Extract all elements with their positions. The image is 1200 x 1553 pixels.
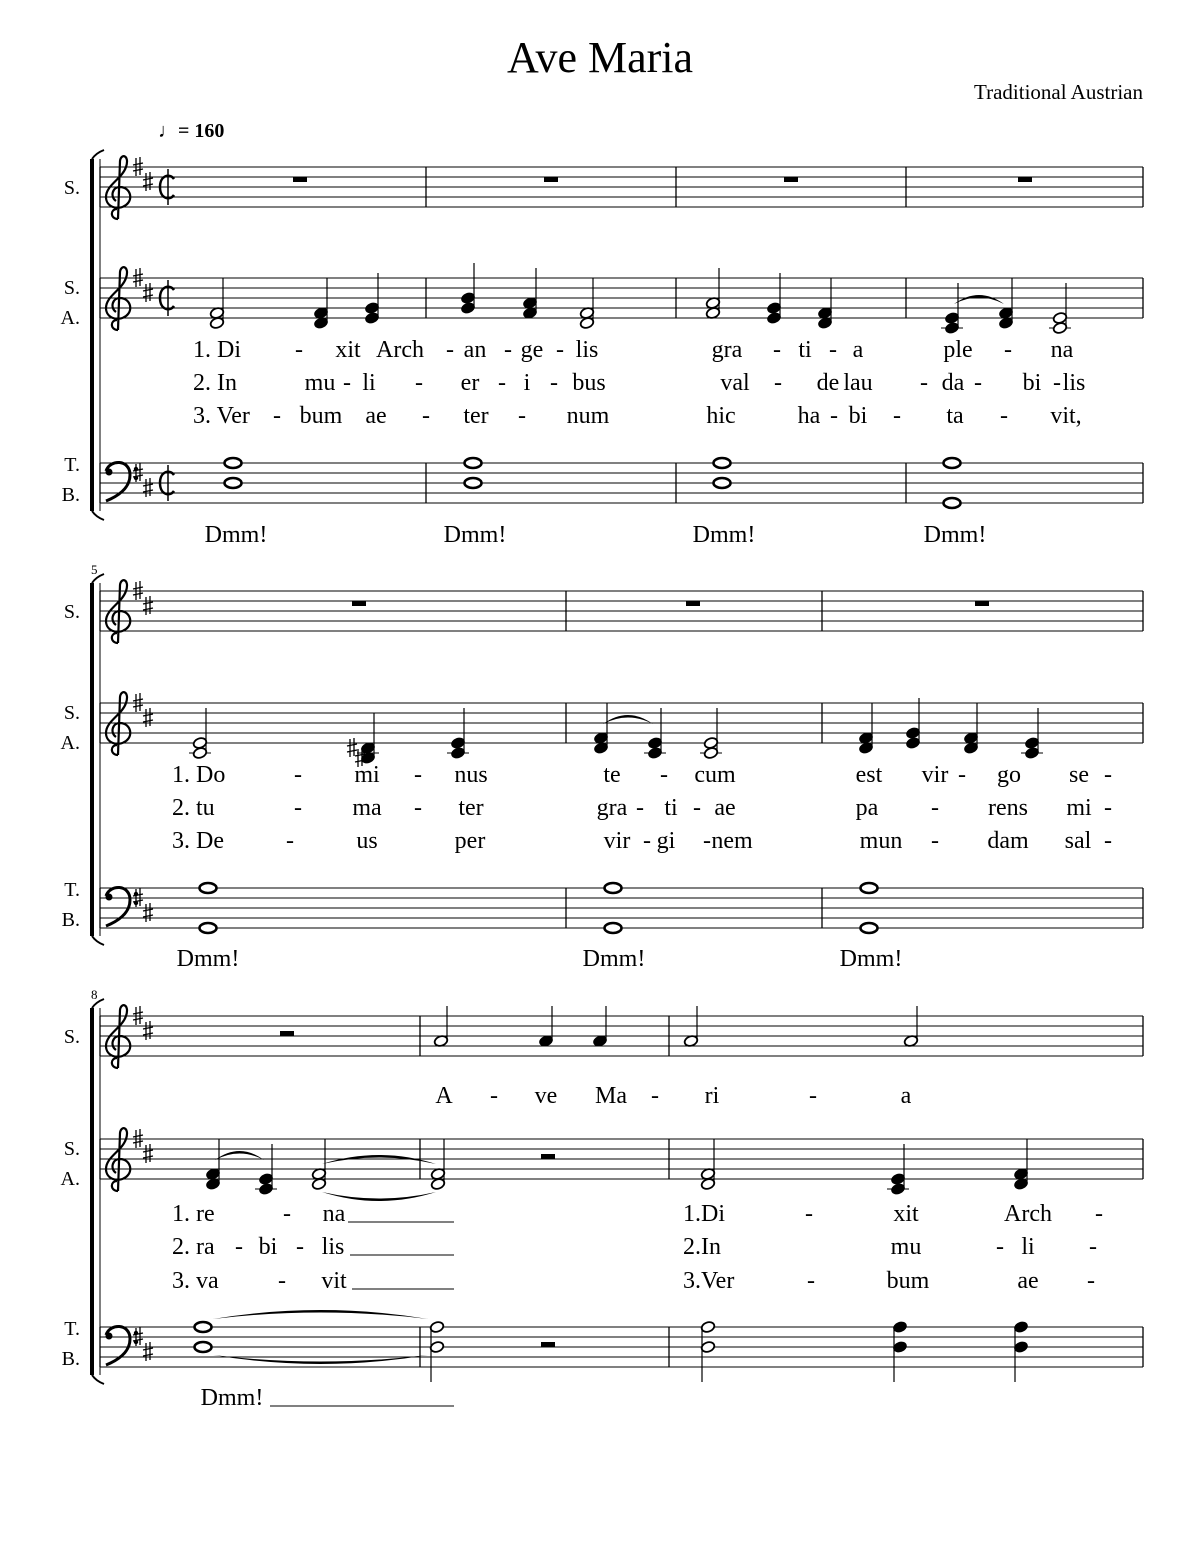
lyric-syllable: -	[1104, 828, 1112, 854]
whole-rest	[975, 601, 989, 606]
whole-rest	[544, 177, 558, 182]
lyric-syllable: nus	[454, 762, 488, 788]
lyric-syllable: -	[1089, 1234, 1097, 1260]
composer-credit: Traditional Austrian	[974, 80, 1143, 104]
sharp-icon	[143, 1342, 153, 1361]
lyric-syllable: -	[294, 795, 302, 821]
lyric-syllable: a	[852, 337, 864, 363]
measure-number: 5	[91, 562, 98, 577]
whole-notehead	[861, 923, 878, 933]
tie-slur	[954, 295, 1004, 304]
quarter-notehead	[258, 1182, 273, 1195]
lyric-syllable: vit	[321, 1268, 347, 1294]
quarter-notehead	[892, 1320, 907, 1333]
whole-notehead	[195, 1342, 212, 1352]
lyric-syllable: vit,	[1050, 403, 1082, 429]
lyric-syllable: xit	[893, 1201, 919, 1227]
lyric-syllable: -	[343, 370, 351, 396]
quarter-notehead	[890, 1172, 905, 1185]
lyric-syllable: -	[974, 370, 982, 396]
lyric-syllable: ter	[463, 403, 489, 429]
whole-notehead	[944, 498, 961, 508]
lyric-syllable: -	[931, 795, 939, 821]
lyric-syllable: 1. re	[172, 1201, 215, 1227]
lyric-syllable: Dmm!	[204, 522, 268, 548]
tie-slur	[322, 1192, 436, 1201]
half-notehead	[429, 1340, 444, 1353]
lyric-syllable: rens	[988, 795, 1028, 821]
system-2-choir	[172, 698, 1112, 854]
lyric-syllable: -	[296, 1234, 304, 1260]
quarter-notehead	[944, 321, 959, 334]
treble-clef-icon	[106, 267, 130, 330]
lyric-syllable: num	[566, 403, 610, 429]
lyric-syllable: Ma	[595, 1083, 627, 1109]
lyric-syllable: -	[920, 370, 928, 396]
lyric-syllable: bi	[848, 403, 868, 429]
lyric-syllable: Dmm!	[692, 522, 756, 548]
lyric-syllable: -	[773, 337, 781, 363]
quarter-notehead	[905, 726, 920, 739]
lyric-syllable: sal	[1064, 828, 1092, 854]
lyric-syllable: 1.Di	[683, 1201, 725, 1227]
part-label: B.	[61, 1348, 80, 1370]
quarter-notehead	[766, 301, 781, 314]
lyric-syllable: -	[1004, 337, 1012, 363]
lyric-syllable: i	[523, 370, 531, 396]
score-title: Ave Maria	[506, 33, 694, 82]
quarter-notehead	[892, 1340, 907, 1353]
whole-notehead	[195, 1322, 212, 1332]
quarter-notehead	[450, 736, 465, 749]
sharp-icon	[143, 596, 153, 615]
sharp-icon	[143, 172, 153, 191]
lyric-syllable: na	[1050, 337, 1074, 363]
lyric-syllable: lau	[843, 370, 873, 396]
lyric-syllable: -	[235, 1234, 243, 1260]
sharp-icon	[143, 1021, 153, 1040]
lyric-syllable: -	[446, 337, 454, 363]
quarter-notehead	[364, 301, 379, 314]
lyric-syllable: mi	[1066, 795, 1092, 821]
lyric-syllable: ha	[797, 403, 821, 429]
lyric-syllable: lis	[575, 337, 599, 363]
quarter-notehead	[460, 301, 475, 314]
lyric-syllable: 2. In	[193, 370, 237, 396]
sharp-icon	[143, 903, 153, 922]
sharp-icon	[143, 478, 153, 497]
quarter-notehead	[450, 746, 465, 759]
lyric-syllable: -	[278, 1268, 286, 1294]
lyric-syllable: bi	[258, 1234, 278, 1260]
lyric-syllable: pa	[855, 795, 879, 821]
whole-notehead	[714, 458, 731, 468]
part-label: S.	[63, 277, 80, 299]
part-label: A.	[60, 307, 80, 329]
lyric-syllable: 1. Di	[193, 337, 241, 363]
lyric-syllable: -	[958, 762, 966, 788]
lyric-syllable: 1. Do	[172, 762, 226, 788]
half-notehead	[429, 1320, 444, 1333]
bass-clef-icon	[106, 1326, 130, 1365]
lyric-syllable: per	[454, 828, 486, 854]
lyric-syllable: ti	[798, 337, 812, 363]
lyric-syllable: Dmm!	[923, 522, 987, 548]
lyric-syllable: bi	[1022, 370, 1042, 396]
lyric-syllable: 3. De	[172, 828, 224, 854]
half-rest	[280, 1031, 294, 1036]
lyric-syllable: te	[603, 762, 621, 788]
lyric-syllable: -	[651, 1083, 659, 1109]
quarter-notehead	[647, 746, 662, 759]
whole-notehead	[605, 883, 622, 893]
lyric-syllable: -	[1087, 1268, 1095, 1294]
lyric-syllable: -	[996, 1234, 1004, 1260]
lyric-syllable: -	[774, 370, 782, 396]
half-rest	[541, 1154, 555, 1159]
whole-notehead	[200, 923, 217, 933]
part-label: A.	[60, 732, 80, 754]
whole-notehead	[465, 458, 482, 468]
lyric-syllable: -	[805, 1201, 813, 1227]
lyric-syllable: Arch	[376, 337, 424, 363]
lyric-syllable: go	[997, 762, 1021, 788]
lyric-syllable: -	[893, 403, 901, 429]
lyric-syllable: Dmm!	[839, 946, 903, 972]
system-3-parts	[172, 1006, 1103, 1406]
sharp-icon	[143, 708, 153, 727]
lyric-syllable: Dmm!	[176, 946, 240, 972]
half-notehead	[1052, 321, 1067, 334]
lyric-syllable: mu	[304, 370, 336, 396]
lyric-syllable: -	[643, 828, 651, 854]
whole-notehead	[861, 883, 878, 893]
lyric-syllable: -	[414, 762, 422, 788]
lyric-syllable: -	[1104, 762, 1112, 788]
lyric-syllable: dam	[987, 828, 1029, 854]
lyric-syllable: li	[1021, 1234, 1035, 1260]
lyric-syllable: ae	[365, 403, 387, 429]
half-notehead	[192, 746, 207, 759]
treble-clef-icon	[106, 1005, 130, 1068]
lyric-syllable: ae	[1017, 1268, 1039, 1294]
lyric-syllable: Dmm!	[200, 1385, 264, 1411]
lyric-syllable: bus	[572, 370, 606, 396]
lyric-syllable: -	[829, 337, 837, 363]
quarter-notehead	[944, 311, 959, 324]
part-label: S.	[63, 601, 80, 623]
part-label: T.	[64, 1318, 80, 1340]
part-label: S.	[63, 177, 80, 199]
treble-clef-icon	[106, 156, 130, 219]
lyric-syllable: er	[460, 370, 480, 396]
whole-rest	[686, 601, 700, 606]
lyric-syllable: -	[1000, 403, 1008, 429]
lyric-syllable: -	[273, 403, 281, 429]
lyric-syllable: 3. va	[172, 1268, 219, 1294]
part-label: T.	[64, 454, 80, 476]
lyric-syllable: se	[1069, 762, 1089, 788]
lyric-syllable: hic	[706, 403, 736, 429]
lyric-syllable: an	[463, 337, 487, 363]
lyric-syllable: li	[362, 370, 376, 396]
quarter-notehead	[1013, 1320, 1028, 1333]
whole-notehead	[200, 883, 217, 893]
quarter-notehead	[890, 1182, 905, 1195]
part-label: S.	[63, 702, 80, 724]
sharp-icon	[143, 283, 153, 302]
lyric-syllable: gra	[711, 337, 743, 363]
part-label: T.	[64, 879, 80, 901]
bass-clef-icon	[106, 887, 130, 926]
lyric-syllable: na	[322, 1201, 346, 1227]
lyric-syllable: -	[931, 828, 939, 854]
lyric-syllable: mi	[354, 762, 380, 788]
lyric-syllable: 3. Ver	[193, 403, 250, 429]
part-label: S.	[63, 1026, 80, 1048]
tempo-marking	[158, 120, 224, 142]
whole-notehead	[225, 458, 242, 468]
lyric-syllable: -	[294, 762, 302, 788]
lyric-syllable: Arch	[1004, 1201, 1052, 1227]
lyric-syllable: -	[809, 1083, 817, 1109]
lyric-syllable: ti	[664, 795, 678, 821]
quarter-notehead	[1024, 746, 1039, 759]
whole-notehead	[944, 458, 961, 468]
lyric-syllable: 2.In	[683, 1234, 721, 1260]
lyric-syllable: -	[414, 795, 422, 821]
lyric-syllable: -	[556, 337, 564, 363]
lyric-syllable: gi	[656, 828, 676, 854]
whole-notehead	[225, 478, 242, 488]
whole-rest	[1018, 177, 1032, 182]
whole-notehead	[714, 478, 731, 488]
quarter-notehead	[364, 311, 379, 324]
lyric-syllable: -	[660, 762, 668, 788]
lyric-syllable: -	[1104, 795, 1112, 821]
whole-rest	[293, 177, 307, 182]
lyric-syllable: -	[504, 337, 512, 363]
half-notehead	[700, 1320, 715, 1333]
lyric-syllable: ter	[458, 795, 484, 821]
lyric-syllable: -	[286, 828, 294, 854]
lyric-syllable: cum	[694, 762, 736, 788]
lyric-syllable: xit	[335, 337, 361, 363]
lyric-syllable: -	[807, 1268, 815, 1294]
lyric-syllable: -	[703, 828, 711, 854]
lyric-syllable: 2. ra	[172, 1234, 215, 1260]
part-label: A.	[60, 1168, 80, 1190]
half-notehead	[703, 746, 718, 759]
lyric-syllable: a	[900, 1083, 912, 1109]
lyric-syllable: lis	[321, 1234, 345, 1260]
quarter-note-icon: ♩	[158, 120, 178, 142]
lyric-syllable: de	[816, 370, 840, 396]
lyric-syllable: lis	[1062, 370, 1086, 396]
lyric-syllable: -	[1095, 1201, 1103, 1227]
lyric-syllable: -	[295, 337, 303, 363]
lyric-syllable: ae	[714, 795, 736, 821]
lyric-syllable: nem	[711, 828, 753, 854]
half-notehead	[700, 1340, 715, 1353]
lyric-syllable: bum	[299, 403, 343, 429]
whole-rest	[352, 601, 366, 606]
lyric-syllable: -	[415, 370, 423, 396]
lyric-syllable: ple	[943, 337, 973, 363]
part-label: S.	[63, 1138, 80, 1160]
lyric-syllable: ge	[520, 337, 544, 363]
lyric-syllable: gra	[596, 795, 628, 821]
bass-clef-dot	[106, 1333, 113, 1340]
lyric-syllable: -	[283, 1201, 291, 1227]
bracket-hook	[92, 1375, 104, 1384]
lyric-syllable: -	[490, 1083, 498, 1109]
bracket-hook	[92, 936, 104, 945]
sharp-icon	[143, 1144, 153, 1163]
lyric-syllable: ma	[352, 795, 382, 821]
sharp-icon	[347, 738, 357, 757]
measure-number: 8	[91, 987, 98, 1002]
bass-clef-icon	[106, 462, 130, 501]
lyric-syllable: vir	[921, 762, 949, 788]
part-label: B.	[61, 909, 80, 931]
music-system-3	[61, 987, 1143, 1411]
bracket-hook	[92, 150, 104, 159]
lyric-syllable: da	[941, 370, 965, 396]
treble-clef-icon	[106, 1128, 130, 1191]
music-notation	[61, 150, 1143, 1411]
lyric-syllable: -	[518, 403, 526, 429]
lyric-syllable: ri	[704, 1083, 720, 1109]
lyric-syllable: ve	[534, 1083, 558, 1109]
treble-clef-icon	[106, 580, 130, 643]
lyric-syllable: 2. tu	[172, 795, 215, 821]
tempo-value: = 160	[178, 120, 225, 142]
tie-slur	[213, 1310, 428, 1319]
lyric-syllable: -	[636, 795, 644, 821]
lyric-syllable: -	[830, 403, 838, 429]
treble-clef-icon	[106, 692, 130, 755]
tie-slur	[213, 1355, 428, 1364]
lyric-syllable: ta	[946, 403, 964, 429]
lyric-syllable: val	[720, 370, 750, 396]
quarter-notehead	[905, 736, 920, 749]
lyric-syllable: Dmm!	[443, 522, 507, 548]
lyric-syllable: -	[422, 403, 430, 429]
lyric-syllable: -	[693, 795, 701, 821]
lyric-syllable: -	[1053, 370, 1061, 396]
whole-rest	[784, 177, 798, 182]
part-label: B.	[61, 484, 80, 506]
lyric-syllable: est	[855, 762, 883, 788]
lyric-syllable: us	[356, 828, 378, 854]
half-rest	[541, 1342, 555, 1347]
quarter-notehead	[647, 736, 662, 749]
lyric-syllable: -	[498, 370, 506, 396]
lyric-syllable: bum	[886, 1268, 930, 1294]
bass-clef-dot	[106, 469, 113, 476]
lyric-syllable: A	[435, 1083, 453, 1109]
whole-notehead	[605, 923, 622, 933]
bracket-hook	[92, 511, 104, 520]
quarter-notehead	[460, 291, 475, 304]
quarter-notehead	[766, 311, 781, 324]
lyric-syllable: mu	[890, 1234, 922, 1260]
lyric-syllable: Dmm!	[582, 946, 646, 972]
lyric-syllable: 3.Ver	[683, 1268, 735, 1294]
quarter-notehead	[1013, 1340, 1028, 1353]
bass-clef-dot	[106, 894, 113, 901]
lyric-syllable: -	[550, 370, 558, 396]
lyric-syllable: vir	[603, 828, 631, 854]
quarter-notehead	[258, 1172, 273, 1185]
whole-notehead	[465, 478, 482, 488]
lyric-syllable: mun	[859, 828, 903, 854]
quarter-notehead	[1024, 736, 1039, 749]
